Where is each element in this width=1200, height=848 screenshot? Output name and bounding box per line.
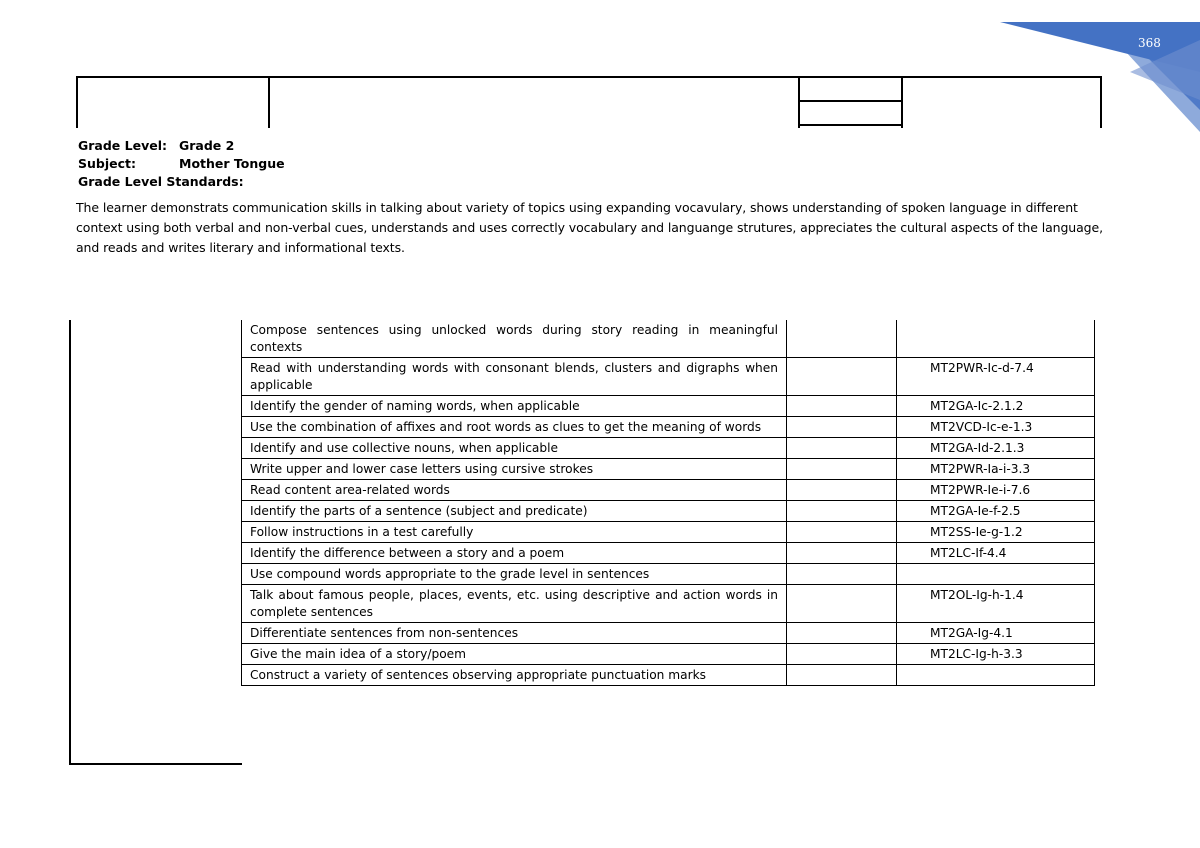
code-cell <box>897 564 1095 585</box>
table-row <box>242 459 1095 480</box>
standards-text: The learner demonstrats communication skills in talking about variety of topics using expanding vocavulary, shows understanding of spoken language in different context using both verbal and non-verbal cues, understands and uses correctly vocabulary and languange strutures, appreciates the cultural aspects of the language, and reads and writes literary and informational texts. <box>76 200 1103 255</box>
code-cell: MT2LC-If-4.4 <box>897 543 1095 564</box>
competency-cell: Compose sentences using unlocked words during story reading in meaningful contexts <box>242 320 787 358</box>
competency-cell: Identify and use collective nouns, when applicable <box>242 438 787 459</box>
table-row <box>242 320 1095 358</box>
empty-cell <box>787 501 897 522</box>
empty-cell <box>787 522 897 543</box>
table-row <box>242 438 1095 459</box>
empty-cell <box>787 564 897 585</box>
code-cell: MT2PWR-Ie-i-7.6 <box>897 480 1095 501</box>
subject-value: Mother Tongue <box>179 156 285 171</box>
competency-cell: Differentiate sentences from non-sentences <box>242 623 787 644</box>
code-cell: MT2PWR-Ic-d-7.4 <box>897 358 1095 396</box>
code-cell: MT2GA-Ig-4.1 <box>897 623 1095 644</box>
page-number: 368 <box>1138 36 1161 50</box>
code-cell: MT2LC-Ig-h-3.3 <box>897 644 1095 665</box>
empty-cell <box>787 644 897 665</box>
top-table-frame <box>76 76 1102 128</box>
table-row <box>242 358 1095 396</box>
empty-cell <box>787 480 897 501</box>
competency-cell: Identify the parts of a sentence (subject and predicate) <box>242 501 787 522</box>
competency-cell: Give the main idea of a story/poem <box>242 644 787 665</box>
competency-cell: Talk about famous people, places, events, etc. using descriptive and action words in complete sentences <box>242 585 787 623</box>
competency-cell: Follow instructions in a test carefully <box>242 522 787 543</box>
table-row <box>242 480 1095 501</box>
grade-level-value: Grade 2 <box>179 138 235 153</box>
table-row <box>242 543 1095 564</box>
competency-cell: Identify the gender of naming words, when applicable <box>242 396 787 417</box>
code-cell: MT2GA-Ie-f-2.5 <box>897 501 1095 522</box>
table-row <box>242 396 1095 417</box>
table-row <box>242 501 1095 522</box>
empty-cell <box>787 438 897 459</box>
competency-cell: Use the combination of affixes and root words as clues to get the meaning of words <box>242 417 787 438</box>
empty-cell <box>787 320 897 358</box>
code-cell: MT2OL-Ig-h-1.4 <box>897 585 1095 623</box>
table-row <box>242 623 1095 644</box>
empty-cell <box>787 585 897 623</box>
code-cell <box>897 665 1095 686</box>
competency-cell: Construct a variety of sentences observing appropriate punctuation marks <box>242 665 787 686</box>
competency-cell: Use compound words appropriate to the grade level in sentences <box>242 564 787 585</box>
competency-table-body <box>242 320 1095 686</box>
empty-cell <box>787 358 897 396</box>
empty-cell <box>787 417 897 438</box>
table-row <box>242 522 1095 543</box>
empty-cell <box>787 623 897 644</box>
table-row <box>242 417 1095 438</box>
competency-cell: Read content area-related words <box>242 480 787 501</box>
empty-cell <box>787 665 897 686</box>
grade-level-label: Grade Level: <box>78 138 167 153</box>
competency-cell: Read with understanding words with consonant blends, clusters and digraphs when applicable <box>242 358 787 396</box>
competency-cell: Write upper and lower case letters using cursive strokes <box>242 459 787 480</box>
standards-label: Grade Level Standards: <box>78 174 244 189</box>
code-cell: MT2SS-Ie-g-1.2 <box>897 522 1095 543</box>
table-bottom-border <box>69 763 242 765</box>
table-left-border <box>69 320 71 765</box>
subject-label: Subject: <box>78 156 136 171</box>
code-cell: MT2GA-Ic-2.1.2 <box>897 396 1095 417</box>
competency-table <box>241 320 1095 686</box>
table-row <box>242 665 1095 686</box>
table-row <box>242 644 1095 665</box>
code-cell: MT2VCD-Ic-e-1.3 <box>897 417 1095 438</box>
code-cell: MT2GA-Id-2.1.3 <box>897 438 1095 459</box>
table-row <box>242 564 1095 585</box>
empty-cell <box>787 396 897 417</box>
table-row <box>242 585 1095 623</box>
empty-cell <box>787 459 897 480</box>
code-cell <box>897 320 1095 358</box>
competency-cell: Identify the difference between a story and a poem <box>242 543 787 564</box>
grade-info <box>78 137 285 191</box>
empty-cell <box>787 543 897 564</box>
code-cell: MT2PWR-Ia-i-3.3 <box>897 459 1095 480</box>
